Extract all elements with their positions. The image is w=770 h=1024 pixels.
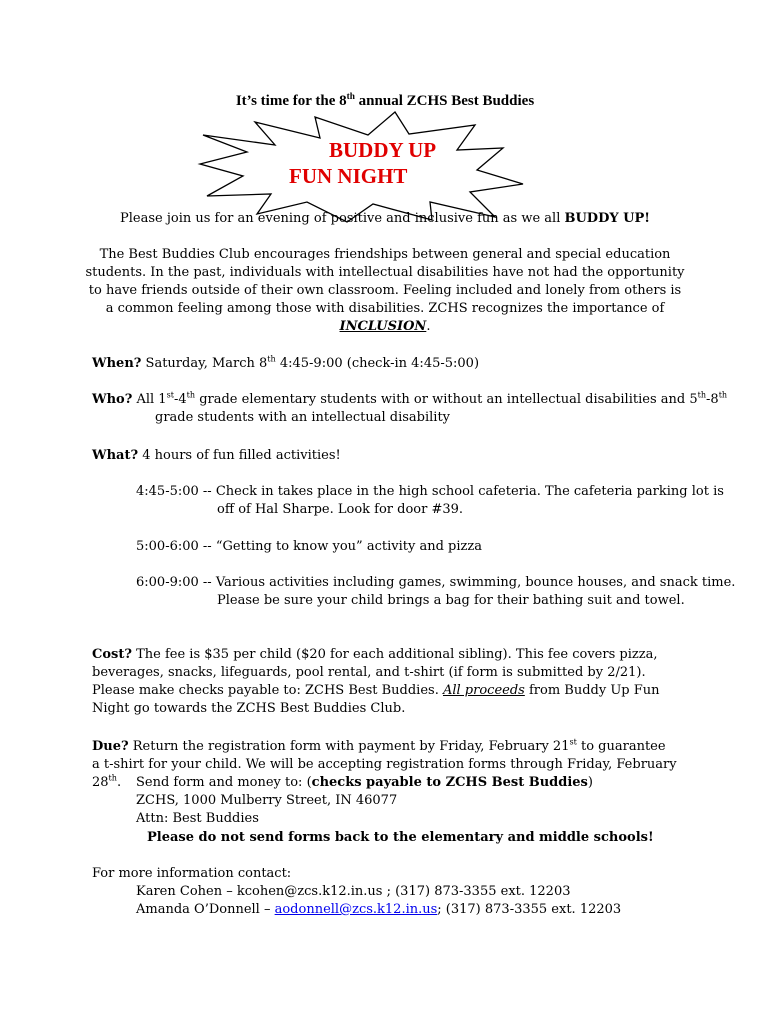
mailing-address: ZCHS, 1000 Mulberry Street, IN 46077 — [136, 793, 398, 808]
who-section: Who? All 1st-4th grade elementary students with or without an intellectual disabilities and 5th-8th grade students with an intellectual disability — [92, 390, 728, 425]
cost-section: Cost? The fee is $35 per child ($20 for each additional sibling). This fee covers pizza, beverages, snacks, lifeguards, pool rental, and t-shirt (if form is submitted by 2/21). Please make checks payable to: ZCHS Best Buddies. All proceeds from Buddy Up Fun Night go towards the ZCHS Best Buddies Club. — [92, 647, 660, 716]
page-title: It’s time for the 8th annual ZCHS Best Buddies — [235, 92, 535, 109]
proceeds-emphasis: All proceeds — [442, 683, 525, 698]
contact-karen: Karen Cohen – kcohen@zcs.k12.in.us ; (317) 873-3355 ext. 12203 — [136, 884, 571, 899]
what-section: What? 4 hours of fun filled activities! — [92, 448, 341, 463]
attention-line: Attn: Best Buddies — [136, 811, 259, 826]
send-instructions: Send form and money to: (checks payable to ZCHS Best Buddies) — [136, 775, 593, 790]
when-section: When? Saturday, March 8th 4:45-9:00 (check-in 4:45-5:00) — [92, 354, 480, 371]
schedule-item: 5:00-6:00 -- “Getting to know you” activity and pizza — [136, 539, 482, 554]
event-name-line2: FUN NIGHT — [289, 164, 408, 188]
contact-amanda: Amanda O’Donnell – aodonnell@zcs.k12.in.us; (317) 873-3355 ext. 12203 — [136, 902, 622, 917]
warning-text: Please do not send forms back to the elementary and middle schools! — [147, 830, 654, 845]
intro-paragraph: The Best Buddies Club encourages friendships between general and special education students. In the past, individuals with intellectual disabilities have not had the opportunity to have friends outside of their own classroom. Feeling included and lonely from others is a common feeling among those with disabilities. ZCHS recognizes the importance of INCLUSION. — [85, 247, 685, 334]
email-link[interactable]: aodonnell@zcs.k12.in.us — [274, 902, 438, 917]
inclusion-emphasis: INCLUSION — [339, 319, 427, 334]
invite-text: Please join us for an evening of positive and inclusive fun as we all BUDDY UP! — [120, 211, 650, 226]
event-name-line1: BUDDY UP — [329, 138, 437, 162]
schedule-item: 4:45-5:00 -- Check in takes place in the high school cafeteria. The cafeteria parking lot is off of Hal Sharpe. Look for door #39. — [136, 484, 724, 517]
due-section: Due? Return the registration form with payment by Friday, February 21st to guarantee a t-shirt for your child. We will be accepting registration forms through Friday, February 28th. — [92, 737, 677, 790]
contact-heading: For more information contact: — [92, 866, 292, 881]
schedule-item: 6:00-9:00 -- Various activities including games, swimming, bounce houses, and snack time. Please be sure your child brings a bag for their bathing suit and towel. — [136, 575, 736, 608]
